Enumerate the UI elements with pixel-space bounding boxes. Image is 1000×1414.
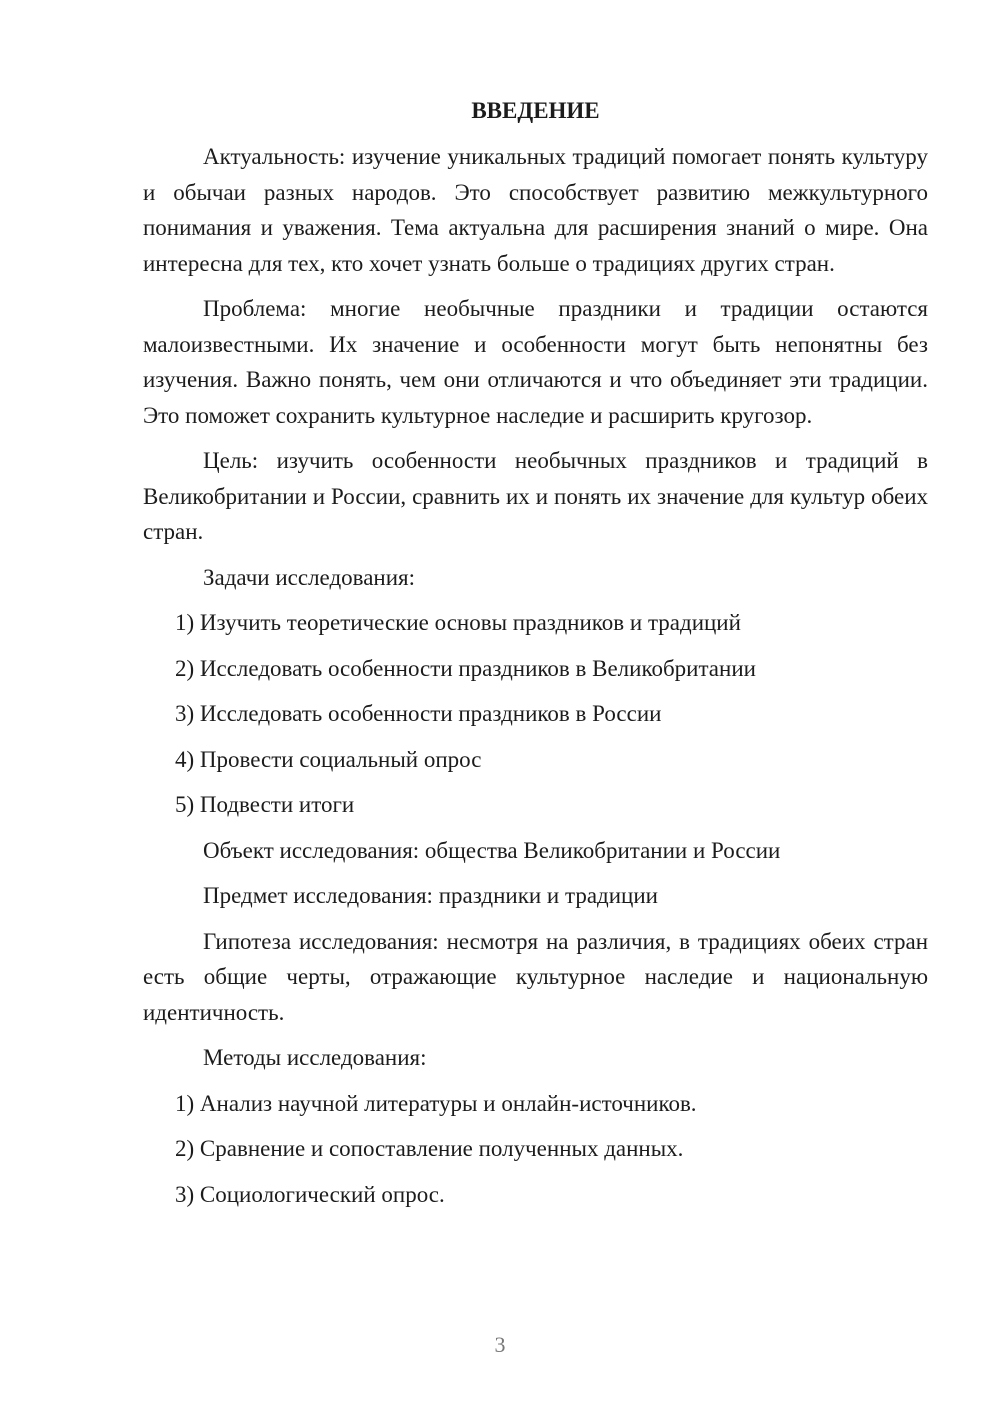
- goal-paragraph: Цель: изучить особенности необычных праздников и традиций в Великобритании и России, сравнить их и понять их значение для культур обеих стран.: [143, 448, 928, 544]
- problem-paragraph: Проблема: многие необычные праздники и традиции остаются малоизвестными. Их значение и особенности могут быть непонятны без изучения. Важно понять, чем они отличаются и что объединяет эти традиции. Это поможет сохранить культурное наследие и расширить кругозор.: [143, 296, 928, 428]
- task-item: 5) Подвести итоги: [175, 792, 355, 817]
- page-number: 3: [494, 1332, 506, 1357]
- subject-line: Предмет исследования: праздники и традиции: [203, 883, 658, 908]
- task-item: 3) Исследовать особенности праздников в России: [175, 701, 662, 726]
- task-item: 2) Исследовать особенности праздников в Великобритании: [175, 655, 756, 681]
- methods-label: Методы исследования:: [203, 1045, 427, 1070]
- method-item: 3) Социологический опрос.: [175, 1181, 445, 1207]
- page-title: ВВЕДЕНИЕ: [471, 98, 600, 123]
- task-item: 1) Изучить теоретические основы праздников и традиций: [175, 610, 741, 635]
- tasks-label: Задачи исследования:: [203, 564, 416, 590]
- document-page: [143, 96, 928, 1222]
- hypothesis-paragraph: Гипотеза исследования: несмотря на различия, в традициях обеих стран есть общие черты, отражающие культурное наследие и национальную идентичность.: [143, 928, 928, 1025]
- method-item: 2) Сравнение и сопоставление полученных данных.: [175, 1136, 684, 1161]
- method-item: 1) Анализ научной литературы и онлайн-источников.: [175, 1090, 697, 1116]
- task-item: 4) Провести социальный опрос: [175, 746, 482, 772]
- relevance-paragraph: Актуальность: изучение уникальных традиций помогает понять культуру и обычаи разных народов. Это способствует развитию межкультурного понимания и уважения. Тема актуальна для расширения знаний о мире. Она интересна для тех, кто хочет узнать больше о традициях других стран.: [143, 144, 928, 276]
- object-line: Объект исследования: общества Великобритании и России: [203, 837, 781, 863]
